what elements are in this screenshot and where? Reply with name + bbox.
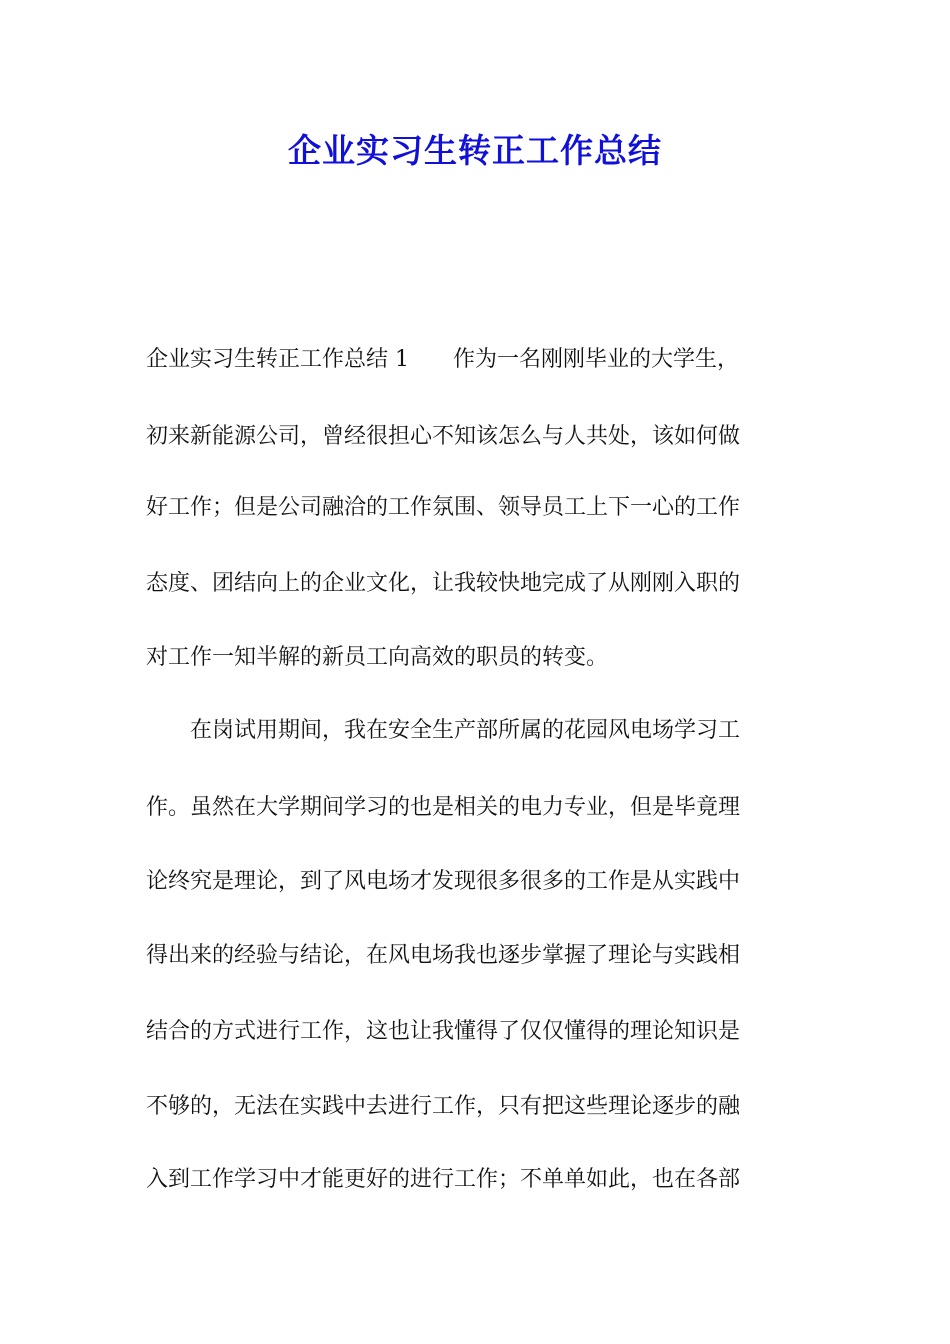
text-line: 企业实习生转正工作总结 1 作为一名刚刚毕业的大学生， [146,347,739,372]
text-line: 论终究是理论，到了风电场才发现很多很多的工作是从实践中 [146,869,741,894]
text-line: 不够的，无法在实践中去进行工作，只有把这些理论逐步的融 [146,1094,741,1119]
text-line: 结合的方式进行工作，这也让我懂得了仅仅懂得的理论知识是 [146,1019,741,1044]
text-line: 入到工作学习中才能更好的进行工作；不单单如此，也在各部 [146,1167,741,1192]
text-line: 在岗试用期间，我在安全生产部所属的花园风电场学习工 [190,718,741,743]
text-line: 初来新能源公司，曾经很担心不知该怎么与人共处，该如何做 [146,424,741,449]
text-line: 得出来的经验与结论，在风电场我也逐步掌握了理论与实践相 [146,943,741,968]
text-line: 态度、团结向上的企业文化，让我较快地完成了从刚刚入职的 [146,571,741,596]
text-line: 作。虽然在大学期间学习的也是相关的电力专业，但是毕竟理 [146,795,741,820]
document-title: 企业实习生转正工作总结 [288,131,662,170]
text-line: 好工作；但是公司融洽的工作氛围、领导员工上下一心的工作 [146,495,741,520]
text-line: 对工作一知半解的新员工向高效的职员的转变。 [146,645,609,670]
